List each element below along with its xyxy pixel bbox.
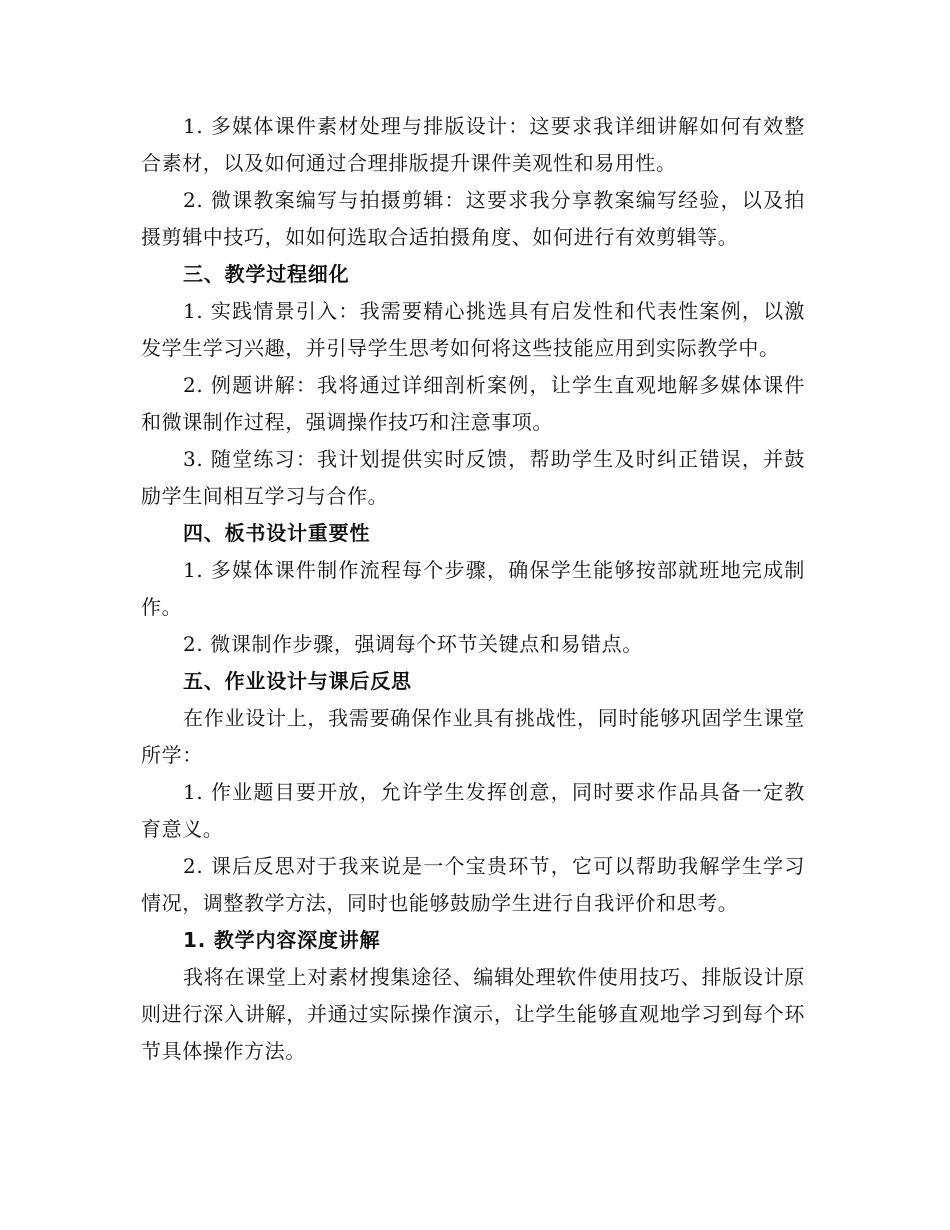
document-body	[141, 108, 805, 1070]
paragraph-homework-intro: 在作业设计上，我需要确保作业具有挑战性，同时能够巩固学生课堂所学：	[141, 706, 805, 767]
paragraph-courseware-steps: 1. 多媒体课件制作流程每个步骤，确保学生能够按部就班地完成制作。	[141, 558, 805, 619]
paragraph-homework-open: 1. 作业题目要开放，允许学生发挥创意，同时要求作品具备一定教育意义。	[141, 780, 805, 841]
paragraph-practice-scenario: 1. 实践情景引入：我需要精心挑选具有启发性和代表性案例，以激发学生学习兴趣，并引导学生思考如何将这些技能应用到实际教学中。	[141, 299, 805, 360]
section-heading-teaching-process: 三、教学过程细化	[183, 262, 350, 286]
paragraph-in-class-practice: 3. 随堂练习：我计划提供实时反馈，帮助学生及时纠正错误，并鼓励学生间相互学习与合作。	[141, 447, 805, 508]
section-heading-homework-reflection: 五、作业设计与课后反思	[183, 669, 412, 693]
section-heading-content-depth: 1. 教学内容深度讲解	[183, 928, 381, 952]
paragraph-after-class-reflection: 2. 课后反思对于我来说是一个宝贵环节，它可以帮助我解学生学习情况，调整教学方法，同时也能够鼓励学生进行自我评价和思考。	[141, 854, 805, 915]
section-heading-blackboard-design: 四、板书设计重要性	[183, 521, 371, 545]
paragraph-example-explanation: 2. 例题讲解：我将通过详细剖析案例，让学生直观地解多媒体课件和微课制作过程，强调操作技巧和注意事项。	[141, 373, 805, 434]
paragraph-micro-lesson-editing: 2. 微课教案编写与拍摄剪辑：这要求我分享教案编写经验，以及拍摄剪辑中技巧，如如何选取合适拍摄角度、如何进行有效剪辑等。	[141, 188, 805, 249]
paragraph-multimedia-material-layout: 1. 多媒体课件素材处理与排版设计：这要求我详细讲解如何有效整合素材，以及如何通过合理排版提升课件美观性和易用性。	[141, 114, 805, 175]
paragraph-content-depth-detail: 我将在课堂上对素材搜集途径、编辑处理软件使用技巧、排版设计原则进行深入讲解，并通过实际操作演示，让学生能够直观地学习到每个环节具体操作方法。	[141, 965, 805, 1063]
paragraph-micro-lesson-steps: 2. 微课制作步骤，强调每个环节关键点和易错点。	[183, 632, 643, 656]
